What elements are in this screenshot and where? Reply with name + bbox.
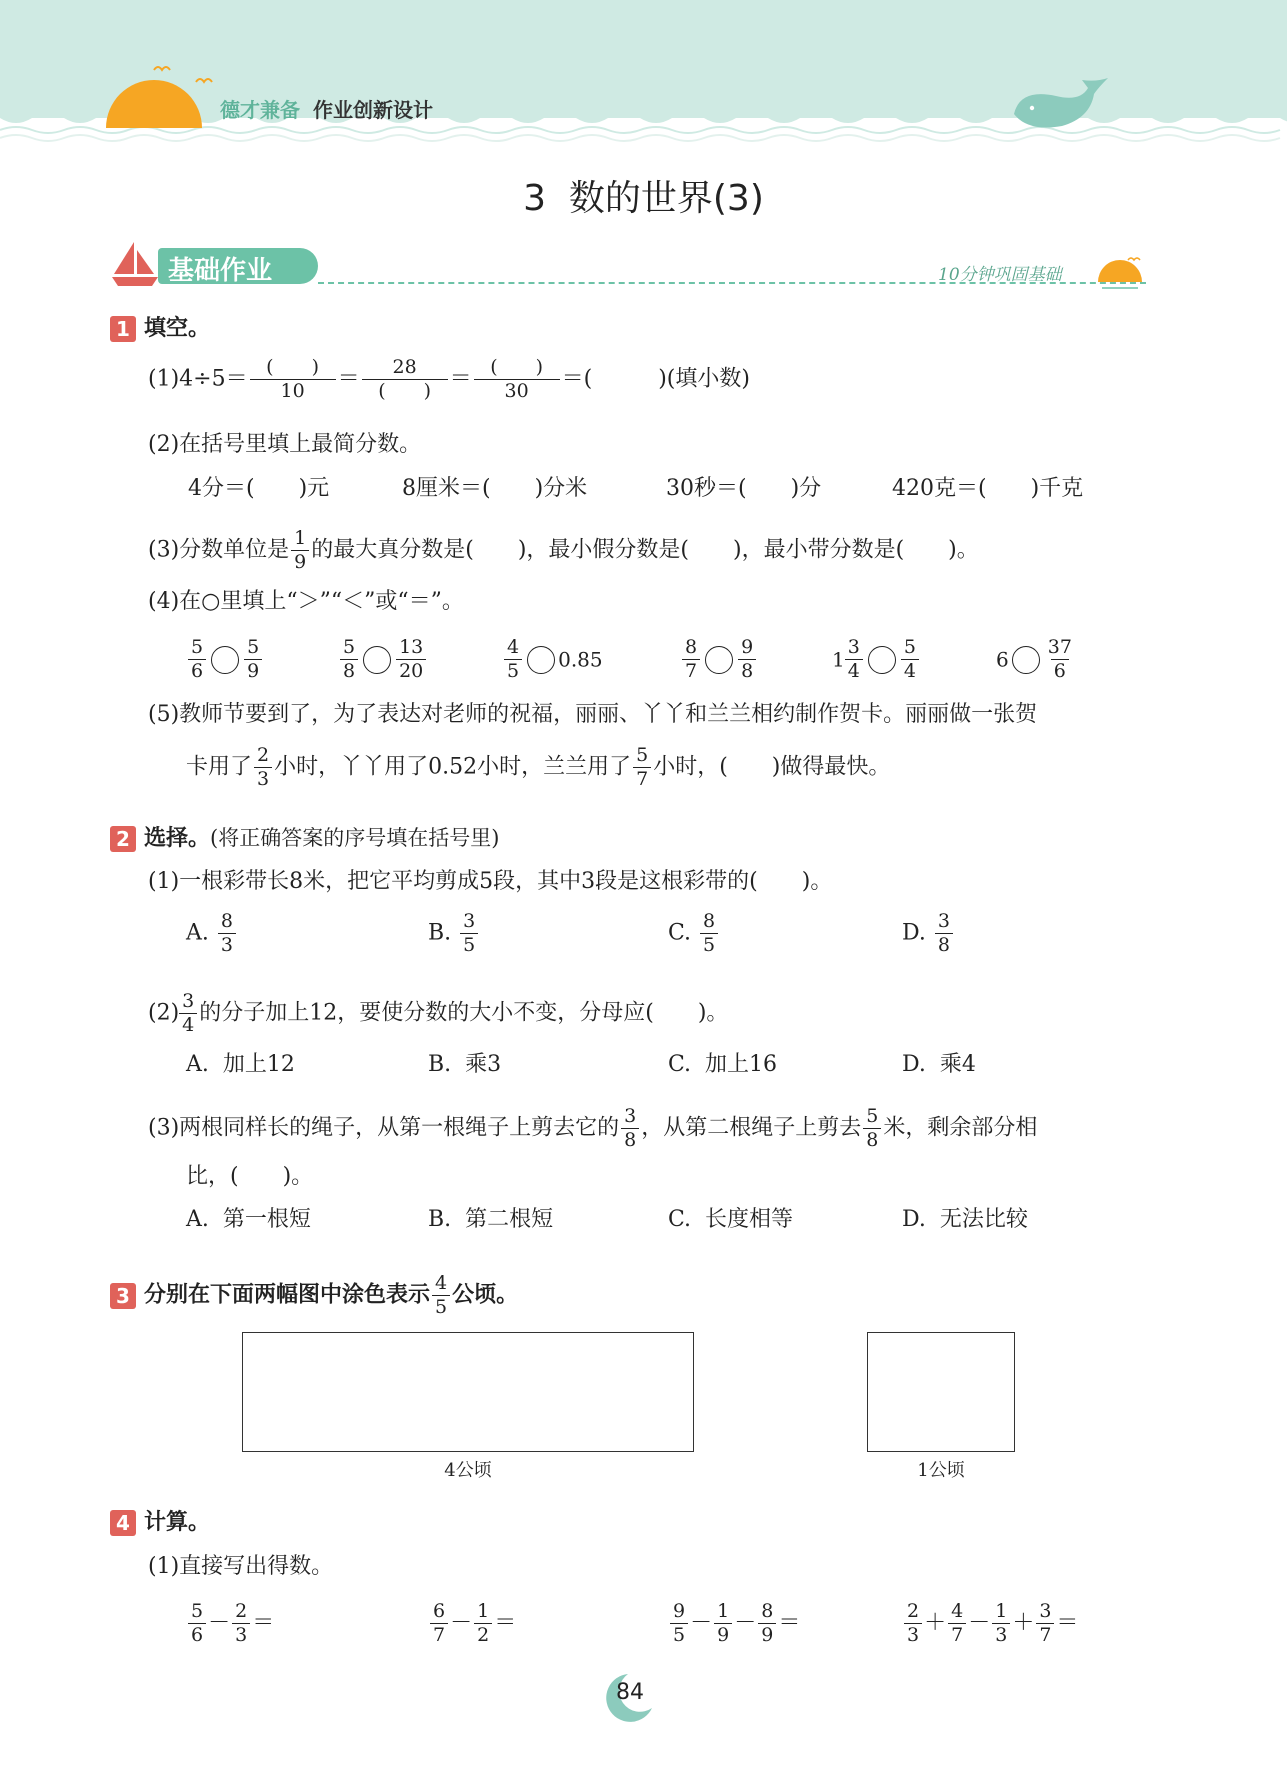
page-number: 84	[616, 1680, 644, 1705]
q2-p3-option: C. 长度相等	[668, 1207, 794, 1232]
calc-expression: $\frac{5}{6}$ － $\frac{2}{3}$ ＝	[186, 1600, 274, 1647]
compare-item: $\frac{4}{5}$ 0.85	[502, 636, 603, 683]
box-caption-large: 4公顷	[444, 1460, 492, 1481]
q2-p3-stem: (3)两根同样长的绳子，从第一根绳子上剪去它的 $\frac{3}{8}$ ，从第二根绳子上剪去 $\frac{5}{8}$ 米，剩余部分相	[148, 1105, 1038, 1151]
q2-p2-option: A. 加上12	[186, 1052, 295, 1077]
section-label: 基础作业	[168, 256, 273, 286]
q2-p1-option: C. $\frac{8}{5}$	[668, 910, 720, 957]
q1-part5-line1: (5)教师节要到了，为了表达对老师的祝福，丽丽、丫丫和兰兰相约制作贺卡。丽丽做一张贺	[148, 702, 1038, 727]
brand-dark-text: 作业创新设计	[312, 98, 433, 122]
q2-p3-line2: 比，( )。	[186, 1164, 314, 1189]
section-right-label: 10分钟巩固基础	[938, 265, 1062, 285]
whale-icon	[1010, 74, 1120, 134]
small-sun-icon	[1094, 254, 1150, 294]
shading-box-small[interactable]	[867, 1332, 1015, 1452]
answer-circle[interactable]	[527, 646, 555, 674]
q4-number: 4	[110, 1510, 136, 1536]
answer-circle[interactable]	[868, 646, 896, 674]
q2-title: 选择。	[144, 826, 211, 851]
q1-title: 填空。	[144, 316, 211, 341]
q2-heading	[110, 823, 499, 854]
answer-circle[interactable]	[705, 646, 733, 674]
sailboat-icon	[110, 240, 160, 288]
page-title: 3 数的世界(3)	[523, 178, 764, 219]
q1-p2-item: 4分＝( )元	[188, 476, 330, 501]
q2-p2-option: C. 加上16	[668, 1052, 778, 1077]
fraction: $\frac{28}{( )}$	[362, 356, 448, 403]
q1-heading	[110, 314, 210, 344]
calc-expression: $\frac{9}{5}$ － $\frac{1}{9}$ － $\frac{8}{9}$ ＝	[668, 1600, 800, 1647]
q2-p1-option: D. $\frac{3}{8}$	[902, 910, 955, 957]
q1-part3: (3)分数单位是 $\frac{1}{9}$ 的最大真分数是( )，最小假分数是( )，最小带分数是( )。	[148, 527, 979, 573]
q2-p1-option: A. $\frac{8}{3}$	[186, 910, 238, 957]
q1-p2-item: 420克＝( )千克	[892, 476, 1084, 501]
q4-heading	[110, 1508, 210, 1538]
q2-p3-option: A. 第一根短	[186, 1207, 311, 1232]
q2-note: (将正确答案的序号填在括号里)	[210, 826, 500, 850]
q1-part2-label: (2)在括号里填上最简分数。	[148, 432, 422, 457]
q4-title: 计算。	[144, 1510, 211, 1535]
q2-p3-option: D. 无法比较	[902, 1207, 1028, 1232]
q2-p1-stem: (1)一根彩带长8米，把它平均剪成5段，其中3段是这根彩带的( )。	[148, 869, 833, 894]
q3-number: 3	[110, 1283, 136, 1309]
q1-p2-item: 8厘米＝( )分米	[402, 476, 588, 501]
q1-p1-label: (1)4÷5＝	[148, 366, 248, 392]
compare-item: $\frac{8}{7}$ $\frac{9}{8}$	[680, 636, 758, 683]
q2-p2-option: D. 乘4	[902, 1052, 976, 1077]
q3-heading: 3 分别在下面两幅图中涂色表示 $\frac{4}{5}$ 公顷。	[110, 1272, 518, 1319]
q4-sub: (1)直接写出得数。	[148, 1554, 334, 1579]
q1-part1: (1)4÷5＝ $\frac{( )}{10}$ ＝ $\frac{28}{( )}$ ＝ $\frac{( )}{30}$ ＝( )(填小数)	[148, 356, 750, 402]
compare-item: $\frac{5}{6}$ $\frac{5}{9}$	[186, 636, 264, 683]
calc-expression: $\frac{6}{7}$ － $\frac{1}{2}$ ＝	[428, 1600, 516, 1647]
header-brand	[220, 94, 433, 123]
q1-p2-item: 30秒＝( )分	[666, 476, 822, 501]
q2-number: 2	[110, 826, 136, 852]
q2-p3-option: B. 第二根短	[428, 1207, 554, 1232]
fraction: $\frac{( )}{10}$	[250, 356, 336, 403]
compare-item: $\frac{5}{8}$ $\frac{13}{20}$	[338, 636, 428, 683]
q2-p1-option: B. $\frac{3}{5}$	[428, 910, 480, 957]
q2-p2-stem: (2) $\frac{3}{4}$ 的分子加上12，要使分数的大小不变，分母应( )。	[148, 990, 729, 1036]
compare-item: 6 $\frac{37}{6}$	[996, 636, 1072, 682]
answer-circle[interactable]	[363, 646, 391, 674]
q1-number: 1	[110, 316, 136, 342]
fraction: $\frac{( )}{30}$	[474, 356, 560, 403]
box-caption-small: 1公顷	[917, 1460, 965, 1481]
calc-expression: $\frac{2}{3}$ ＋ $\frac{4}{7}$ － $\frac{1}{3}$ ＋ $\frac{3}{7}$ ＝	[902, 1600, 1078, 1647]
answer-circle[interactable]	[1012, 646, 1040, 674]
birds-icon	[150, 60, 220, 90]
q1-part5-line2: 卡用了 $\frac{2}{3}$ 小时，丫丫用了0.52小时，兰兰用了 $\frac{5}{7}$ 小时，( )做得最快。	[186, 744, 891, 790]
fraction: $\frac{1}{9}$	[291, 527, 309, 574]
compare-item: 1 $\frac{3}{4}$ $\frac{5}{4}$	[832, 636, 921, 683]
q1-part4-label: (4)在○里填上“＞”“＜”或“＝”。	[148, 589, 464, 614]
brand-green-text: 德才兼备	[220, 98, 300, 122]
section-banner	[158, 248, 318, 284]
shading-box-large[interactable]	[242, 1332, 694, 1452]
q2-p2-option: B. 乘3	[428, 1052, 502, 1077]
answer-circle[interactable]	[211, 646, 239, 674]
